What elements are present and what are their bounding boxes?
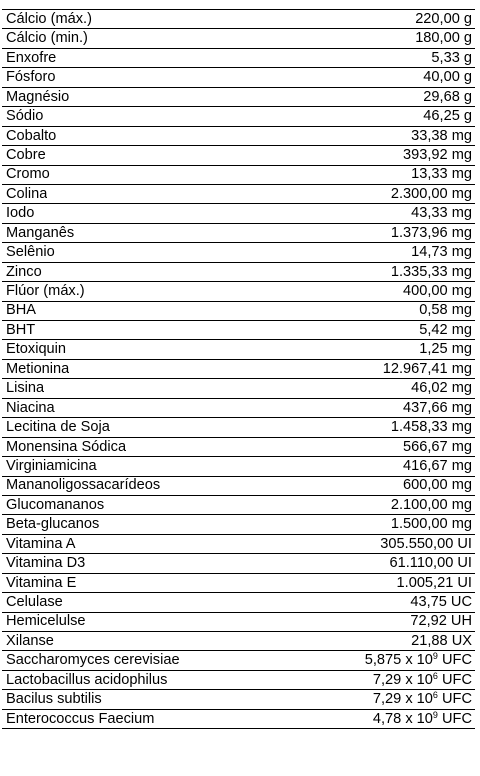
nutrient-value [411, 245, 472, 260]
table-row [2, 418, 475, 437]
table-row [2, 107, 475, 126]
value-number: 437,66 mg [403, 399, 472, 416]
nutrient-value [403, 459, 472, 474]
value-number: 12.967,41 mg [382, 360, 472, 377]
value-number: 5,875 x 10 [364, 652, 433, 669]
nutrient-value [431, 51, 472, 66]
nutrient-value [380, 537, 472, 552]
table-row [2, 496, 475, 515]
table-row [2, 360, 475, 379]
nutrient-value [415, 31, 472, 46]
table-row [2, 282, 475, 301]
value-number: 43,33 mg [411, 205, 472, 222]
nutrient-name: Lisina [6, 381, 45, 396]
nutrient-name: Vitamina A [6, 536, 76, 552]
value-number: 5,33 g [431, 49, 472, 66]
nutrient-name: Enxofre [6, 50, 57, 66]
table-row [2, 574, 475, 593]
table-row [2, 166, 475, 185]
table-row [2, 651, 475, 670]
value-number: 400,00 mg [403, 283, 472, 300]
nutrient-value [372, 670, 472, 688]
value-number: 1.500,00 mg [390, 516, 472, 533]
value-number: 7,29 x 10 [372, 671, 433, 688]
nutrient-value [423, 109, 472, 124]
nutrient-value [373, 692, 472, 707]
nutrient-value [391, 498, 472, 513]
value-number: 72,92 UH [410, 613, 472, 630]
value-number: 61.110,00 UI [389, 555, 472, 572]
nutrient-name: Fósforo [6, 70, 56, 85]
nutrient-name: Etoxiquin [6, 342, 67, 357]
table-row [2, 438, 475, 457]
value-number: 1.458,33 mg [390, 419, 472, 436]
value-number: 2.300,00 mg [390, 185, 472, 202]
value-exponent: 9 [432, 651, 438, 662]
value-number: 4,78 x 10 [372, 710, 433, 727]
value-number: 21,88 UX [411, 632, 472, 649]
table-row [2, 29, 475, 48]
nutrient-value [419, 342, 472, 357]
value-number: 1,25 mg [419, 341, 472, 358]
table-row [2, 613, 475, 632]
nutrient-name: Beta-glucanos [6, 517, 100, 532]
value-exponent: 6 [432, 670, 438, 681]
nutrient-value [415, 12, 472, 27]
nutrient-name: Vitamina E [6, 575, 77, 591]
nutrient-name: Niacina [6, 400, 55, 416]
nutrient-name: Xilanse [6, 633, 54, 649]
value-number: 600,00 mg [403, 477, 472, 494]
nutrient-value [365, 653, 472, 668]
value-number: 416,67 mg [403, 457, 472, 474]
value-number: 29,68 g [423, 88, 472, 105]
table-row [2, 185, 475, 204]
nutrient-value [383, 362, 472, 377]
value-unit: UFC [442, 710, 472, 727]
table-row [2, 690, 475, 709]
value-number: 7,29 x 10 [372, 691, 433, 708]
nutrient-name: Cobalto [6, 128, 57, 144]
table-row [2, 340, 475, 359]
table-row [2, 515, 475, 534]
nutrient-value [397, 576, 472, 591]
nutrient-name: Cobre [6, 147, 46, 163]
value-number: 220,00 g [415, 10, 472, 27]
value-number: 1.373,96 mg [390, 224, 472, 241]
nutrient-name: Cálcio (máx.) [6, 11, 92, 27]
table-row [2, 399, 475, 418]
table-row [2, 632, 475, 651]
nutrient-name: Mananoligossacarídeos [6, 478, 161, 494]
table-row [2, 88, 475, 107]
nutrient-value [419, 303, 472, 318]
table-row [2, 379, 475, 398]
table-row [2, 127, 475, 146]
nutrient-value [411, 381, 472, 396]
nutrient-value [411, 129, 472, 144]
nutrient-value [390, 556, 473, 571]
nutrient-name: BHT [6, 322, 36, 338]
nutrient-value [391, 517, 472, 532]
value-exponent: 6 [432, 690, 438, 701]
value-number: 33,38 mg [411, 127, 472, 144]
table-row [2, 49, 475, 68]
nutrient-name: Enterococcus Faecium [6, 711, 155, 727]
nutrient-name: Cálcio (min.) [6, 31, 88, 46]
nutrient-name: Bacilus subtilis [6, 692, 102, 707]
table-row [2, 477, 475, 496]
value-number: 46,02 mg [411, 380, 472, 397]
nutrient-value [423, 90, 472, 105]
value-number: 2.100,00 mg [390, 496, 472, 513]
nutrient-name: Zinco [6, 264, 42, 280]
value-number: 566,67 mg [403, 438, 472, 455]
value-number: 305.550,00 UI [380, 535, 472, 552]
value-number: 1.005,21 UI [396, 574, 472, 591]
nutrient-value [403, 284, 472, 299]
table-row [2, 224, 475, 243]
nutrient-value [391, 187, 472, 202]
nutrient-name: Lecitina de Soja [6, 420, 110, 435]
value-number: 13,33 mg [411, 166, 472, 183]
value-number: 43,75 UC [410, 594, 472, 611]
nutrient-name: Celulase [6, 595, 63, 610]
table-row [2, 146, 475, 165]
nutrient-name: Manganês [6, 225, 75, 241]
nutrient-value [410, 595, 472, 610]
nutrient-name: Colina [6, 186, 48, 202]
nutrient-value [391, 420, 472, 435]
table-row [2, 554, 475, 573]
table-row [2, 68, 475, 87]
value-number: 180,00 g [415, 30, 472, 47]
table-row [2, 457, 475, 476]
value-unit: UFC [442, 652, 472, 669]
value-number: 393,92 mg [403, 146, 472, 163]
nutrient-value [419, 323, 472, 338]
table-row [2, 593, 475, 612]
nutrient-value [410, 614, 472, 629]
table-row [2, 302, 475, 321]
nutrient-value [403, 478, 472, 493]
value-number: 46,25 g [423, 108, 472, 125]
nutrient-name: Selênio [6, 245, 55, 260]
table-row [2, 710, 475, 729]
table-row [2, 243, 475, 262]
nutrient-name: Cromo [6, 167, 50, 183]
nutrient-name: Iodo [6, 206, 35, 221]
nutrient-value [411, 206, 472, 221]
nutrient-value [411, 167, 472, 182]
nutrient-name: Flúor (máx.) [6, 284, 85, 299]
nutrient-value [423, 70, 472, 85]
nutrient-name: Magnésio [6, 89, 70, 105]
nutrient-name: Vitamina D3 [6, 556, 86, 571]
nutrient-value [391, 265, 472, 280]
nutrient-name: Lactobacillus acidophilus [6, 672, 168, 688]
nutrient-value [372, 709, 472, 727]
table-row [2, 204, 475, 223]
nutrient-name: Monensina Sódica [6, 439, 127, 455]
nutrient-value [411, 634, 472, 649]
nutrient-name: Glucomananos [6, 497, 105, 513]
table-row [2, 671, 475, 690]
nutrient-name: Hemicelulse [6, 614, 86, 630]
nutrient-name: BHA [6, 303, 37, 319]
table-row [2, 535, 475, 554]
nutrient-value [403, 401, 472, 416]
value-number: 5,42 mg [419, 321, 472, 338]
value-unit: UFC [442, 671, 472, 688]
table-row [2, 263, 475, 282]
nutrient-value [403, 148, 472, 163]
value-number: 40,00 g [423, 69, 472, 86]
value-number: 0,58 mg [419, 302, 472, 319]
nutrient-value [403, 440, 472, 455]
nutrient-name: Virginiamicina [6, 458, 97, 474]
value-exponent: 9 [432, 709, 438, 720]
nutrient-value [391, 226, 472, 241]
table-row [2, 10, 475, 29]
nutrient-name: Saccharomyces cerevisiae [6, 653, 180, 668]
value-unit: UFC [442, 691, 472, 708]
nutrient-name: Metionina [6, 361, 70, 377]
table-row [2, 321, 475, 340]
composition-table [2, 9, 475, 729]
nutrient-name: Sódio [6, 109, 44, 124]
value-number: 14,73 mg [411, 244, 472, 261]
value-number: 1.335,33 mg [390, 263, 472, 280]
